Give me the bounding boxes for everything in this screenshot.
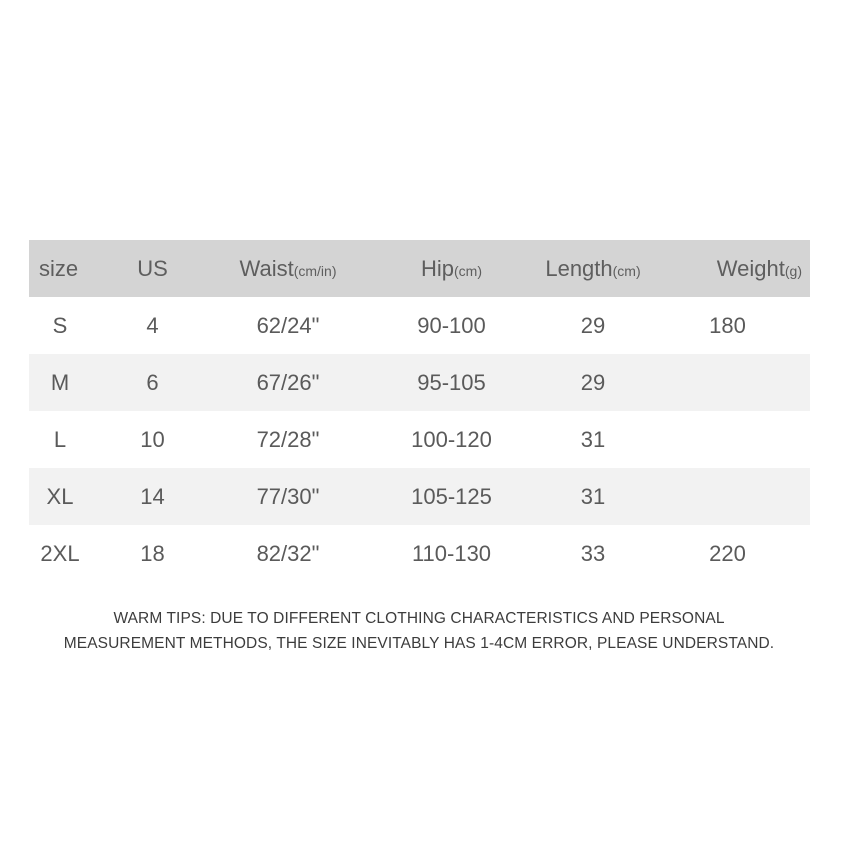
table-row [29,354,810,411]
size-chart-table [29,240,810,582]
tips-line-2: MEASUREMENT METHODS, THE SIZE INEVITABLY HAS 1-4CM ERROR, PLEASE UNDERSTAND. [63,635,775,652]
cell-length: 31 [580,426,606,452]
cell-waist: 72/28" [256,426,320,452]
tips-line-1: WARM TIPS: DUE TO DIFFERENT CLOTHING CHARACTERISTICS AND PERSONAL [113,610,725,627]
cell-hip: 100-120 [411,426,492,452]
cell-hip: 105-125 [411,483,492,509]
cell-us: 14 [140,483,165,509]
cell-us: 6 [146,369,159,395]
header-waist: Waist(cm/in) [239,255,337,281]
header-us: US [137,255,168,281]
table-row [29,297,810,354]
cell-weight [645,411,810,468]
table-row [29,411,810,468]
header-weight: Weight(g) [716,255,802,281]
table-header-row [29,240,810,297]
cell-hip: 95-105 [417,369,486,395]
header-length: Length(cm) [545,255,641,281]
cell-length: 29 [580,312,606,338]
cell-waist: 67/26" [256,369,320,395]
cell-weight [645,354,810,411]
cell-size: S [52,312,68,338]
cell-us: 4 [146,312,159,338]
cell-waist: 62/24" [256,312,320,338]
cell-size: L [53,426,67,452]
cell-us: 18 [140,540,165,566]
cell-length: 29 [580,369,606,395]
cell-weight: 180 [709,312,746,338]
table-row [29,468,810,525]
cell-length: 33 [580,540,606,566]
cell-waist: 77/30" [256,483,320,509]
cell-us: 10 [140,426,165,452]
cell-weight: 220 [709,540,746,566]
cell-size: XL [46,483,74,509]
cell-hip: 90-100 [417,312,486,338]
header-hip: Hip(cm) [420,255,482,281]
cell-hip: 110-130 [411,540,492,566]
cell-length: 31 [580,483,606,509]
cell-weight [645,468,810,525]
header-size: size [39,255,79,281]
cell-size: M [50,369,70,395]
table-row [29,525,810,582]
cell-waist: 82/32" [256,540,320,566]
cell-size: 2XL [40,540,80,566]
warm-tips-note [0,606,838,656]
